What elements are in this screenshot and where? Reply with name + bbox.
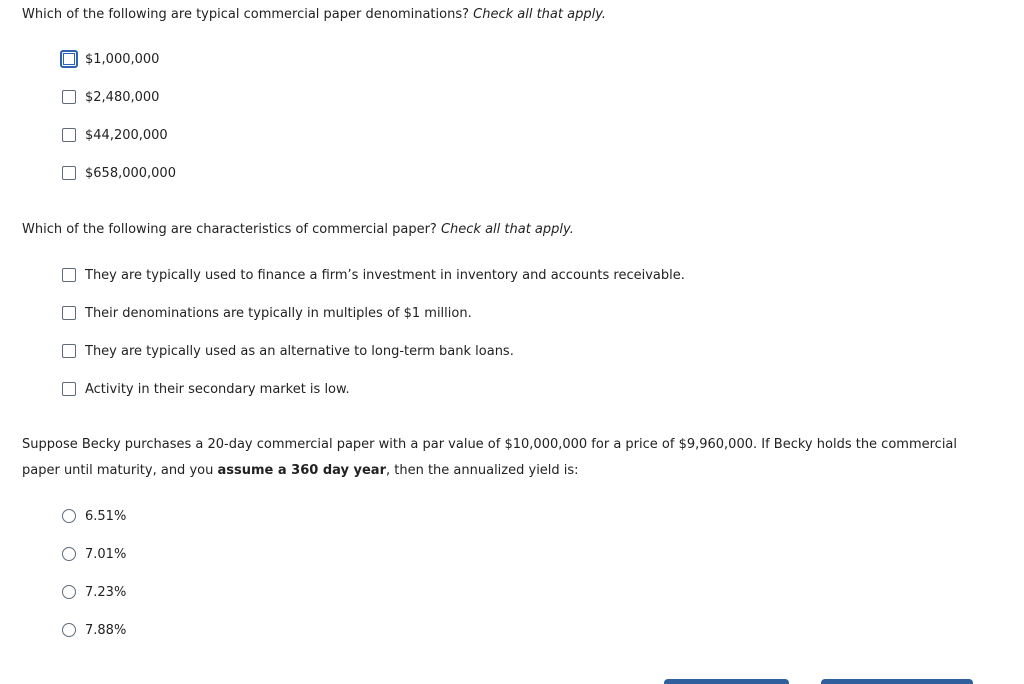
q1-option-4[interactable] bbox=[62, 162, 176, 184]
option-label: 7.23% bbox=[85, 584, 127, 600]
q1-option-3[interactable] bbox=[62, 124, 168, 146]
option-label: $1,000,000 bbox=[85, 51, 160, 67]
question-1-instruction: Check all that apply. bbox=[473, 7, 607, 22]
checkbox[interactable] bbox=[62, 306, 76, 320]
q2-option-1[interactable] bbox=[62, 264, 685, 286]
option-label: 7.88% bbox=[85, 622, 127, 638]
question-1-prompt bbox=[22, 2, 606, 28]
checkbox[interactable] bbox=[62, 128, 76, 142]
option-label: Their denominations are typically in multiples of $1 million. bbox=[85, 305, 472, 321]
option-label: They are typically used to finance a firm’s investment in inventory and accounts receivable. bbox=[85, 267, 685, 283]
q2-option-3[interactable] bbox=[62, 340, 514, 362]
question-2-instruction: Check all that apply. bbox=[440, 222, 574, 237]
option-label: $44,200,000 bbox=[85, 127, 168, 143]
q3-option-2[interactable] bbox=[62, 543, 126, 565]
checkbox[interactable] bbox=[60, 50, 78, 68]
option-label: 6.51% bbox=[85, 508, 127, 524]
checkbox[interactable] bbox=[62, 268, 76, 282]
radio-button[interactable] bbox=[62, 585, 76, 599]
question-1-text: Which of the following are typical commercial paper denominations? bbox=[22, 7, 474, 22]
question-2-prompt bbox=[22, 217, 574, 243]
q3-option-1[interactable] bbox=[62, 505, 126, 527]
checkbox[interactable] bbox=[62, 382, 76, 396]
bottom-left-button[interactable] bbox=[664, 679, 789, 684]
radio-button[interactable] bbox=[62, 623, 76, 637]
question-3-text-after: , then the annualized yield is: bbox=[385, 463, 579, 478]
checkbox[interactable] bbox=[62, 166, 76, 180]
checkbox[interactable] bbox=[62, 90, 76, 104]
bottom-right-button[interactable] bbox=[821, 679, 973, 684]
question-3-emphasis: assume a 360 day year bbox=[217, 463, 386, 478]
q3-option-4[interactable] bbox=[62, 619, 126, 641]
option-label: 7.01% bbox=[85, 546, 127, 562]
q3-option-3[interactable] bbox=[62, 581, 126, 603]
q2-option-4[interactable] bbox=[62, 378, 350, 400]
question-2-text: Which of the following are characteristics of commercial paper? bbox=[22, 222, 441, 237]
q1-option-2[interactable] bbox=[62, 86, 159, 108]
question-3-prompt bbox=[22, 432, 997, 484]
option-label: $2,480,000 bbox=[85, 89, 160, 105]
q2-option-2[interactable] bbox=[62, 302, 472, 324]
question-3-text-before: Suppose Becky purchases a 20-day commercial paper with a par value of $10,000,000 for a price of $9,960,000. If Becky holds the commercial paper until maturity, and you bbox=[22, 437, 958, 478]
option-label: They are typically used as an alternative to long-term bank loans. bbox=[85, 343, 514, 359]
radio-button[interactable] bbox=[62, 547, 76, 561]
q1-option-1[interactable] bbox=[62, 48, 159, 70]
checkbox[interactable] bbox=[62, 344, 76, 358]
option-label: Activity in their secondary market is low. bbox=[85, 381, 350, 397]
radio-button[interactable] bbox=[62, 509, 76, 523]
option-label: $658,000,000 bbox=[85, 165, 176, 181]
